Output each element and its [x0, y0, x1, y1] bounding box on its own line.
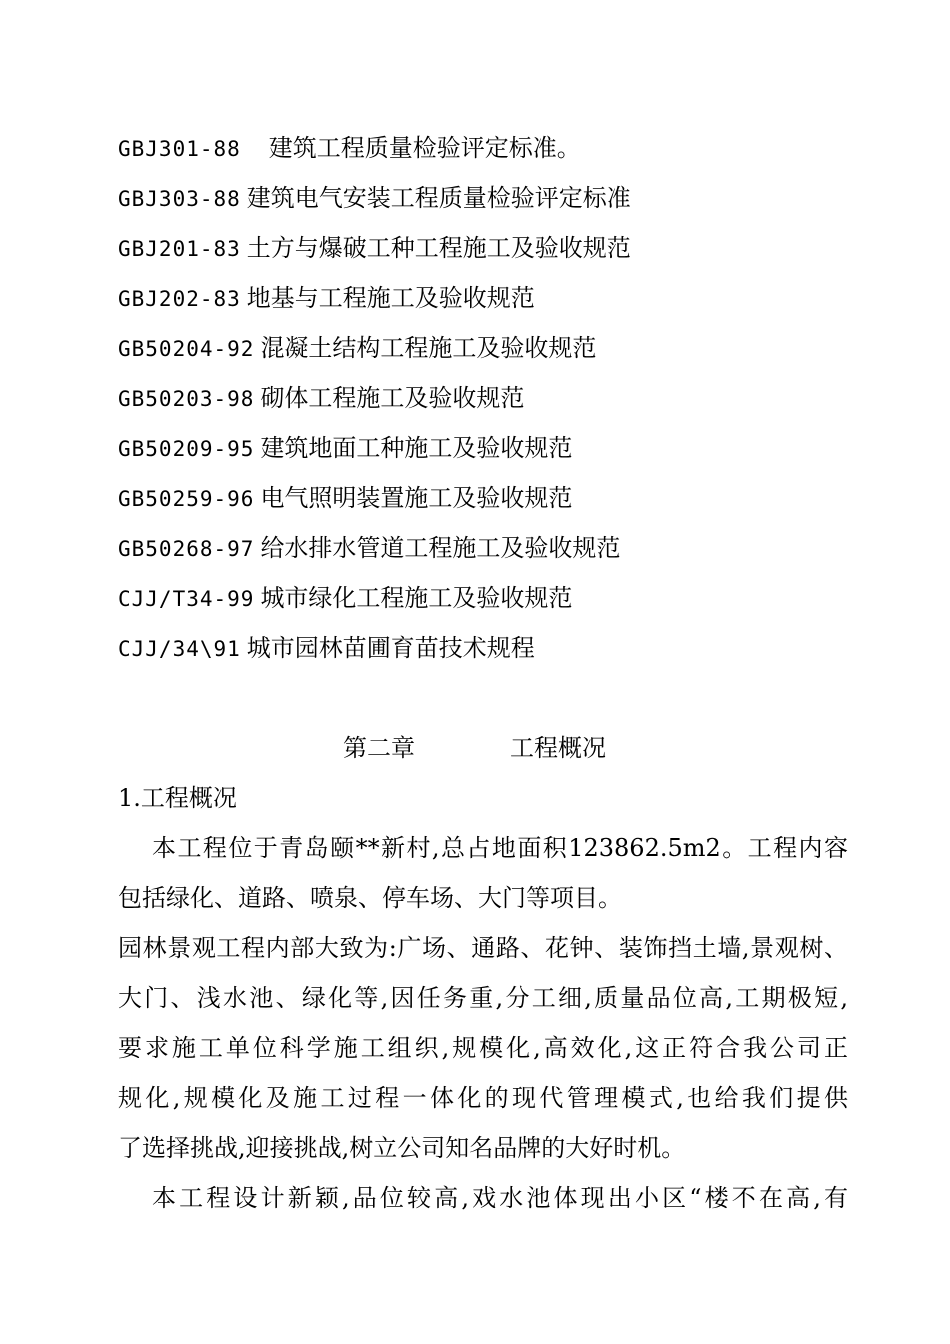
standard-item: [118, 578, 878, 628]
standard-item: [118, 228, 878, 278]
standard-code: CJJ/T34-99: [118, 587, 255, 611]
standard-code: GB50204-92: [118, 337, 255, 361]
standard-title: 城市绿化工程施工及验收规范: [260, 584, 573, 612]
standard-title: 给水排水管道工程施工及验收规范: [260, 534, 621, 562]
standard-title: 建筑工程质量检验评定标准。: [268, 134, 581, 162]
chapter-title: 工程概况: [510, 734, 606, 762]
paragraph-line: 包括绿化、道路、喷泉、停车场、大门等项目。: [118, 884, 622, 912]
section-body: [118, 776, 848, 1226]
standard-title: 建筑地面工种施工及验收规范: [260, 434, 573, 462]
standard-title: 砌体工程施工及验收规范: [260, 384, 525, 412]
standard-code: GBJ201-83: [118, 237, 241, 261]
paragraph-line: 要求施工单位科学施工组织,规模化,高效化,这正符合我公司正: [118, 1034, 848, 1062]
standard-code: GB50259-96: [118, 487, 255, 511]
standard-item: [118, 328, 878, 378]
standard-item: [118, 478, 878, 528]
standard-title: 土方与爆破工种工程施工及验收规范: [246, 234, 631, 262]
paragraph-line: 大门、浅水池、绿化等,因任务重,分工细,质量品位高,工期极短,: [118, 984, 848, 1012]
standards-list: [118, 128, 878, 678]
standard-code: GBJ202-83: [118, 287, 241, 311]
standard-code: GBJ303-88: [118, 187, 241, 211]
standard-item: [118, 128, 878, 178]
section-heading: 1.工程概况: [118, 784, 237, 812]
paragraph-line: 规化,规模化及施工过程一体化的现代管理模式,也给我们提供: [118, 1084, 848, 1112]
standard-item: [118, 178, 878, 228]
standard-code: GBJ301-88: [118, 137, 241, 161]
chapter-number: 第二章: [343, 734, 415, 762]
standard-item: [118, 378, 878, 428]
standard-code: GB50209-95: [118, 437, 255, 461]
standard-code: GB50268-97: [118, 537, 255, 561]
standard-item: [118, 278, 878, 328]
paragraph-line: 本工程位于青岛颐**新村,总占地面积123862.5m2。工程内容: [152, 834, 848, 862]
standard-code: GB50203-98: [118, 387, 255, 411]
paragraph-line: 园林景观工程内部大致为:广场、通路、花钟、装饰挡土墙,景观树、: [118, 934, 848, 962]
standard-code: CJJ/34\91: [118, 637, 241, 661]
standard-title: 混凝土结构工程施工及验收规范: [260, 334, 597, 362]
paragraph-line: 了选择挑战,迎接挑战,树立公司知名品牌的大好时机。: [118, 1134, 686, 1162]
standard-title: 地基与工程施工及验收规范: [246, 284, 535, 312]
standard-item: [118, 528, 878, 578]
standard-item: [118, 628, 878, 678]
standard-title: 城市园林苗圃育苗技术规程: [246, 634, 535, 662]
paragraph-line: 本工程设计新颖,品位较高,戏水池体现出小区“楼不在高,有: [152, 1184, 848, 1212]
standard-title: 建筑电气安装工程质量检验评定标准: [246, 184, 631, 212]
standard-item: [118, 428, 878, 478]
chapter-heading: [0, 726, 950, 770]
standard-title: 电气照明装置施工及验收规范: [260, 484, 573, 512]
